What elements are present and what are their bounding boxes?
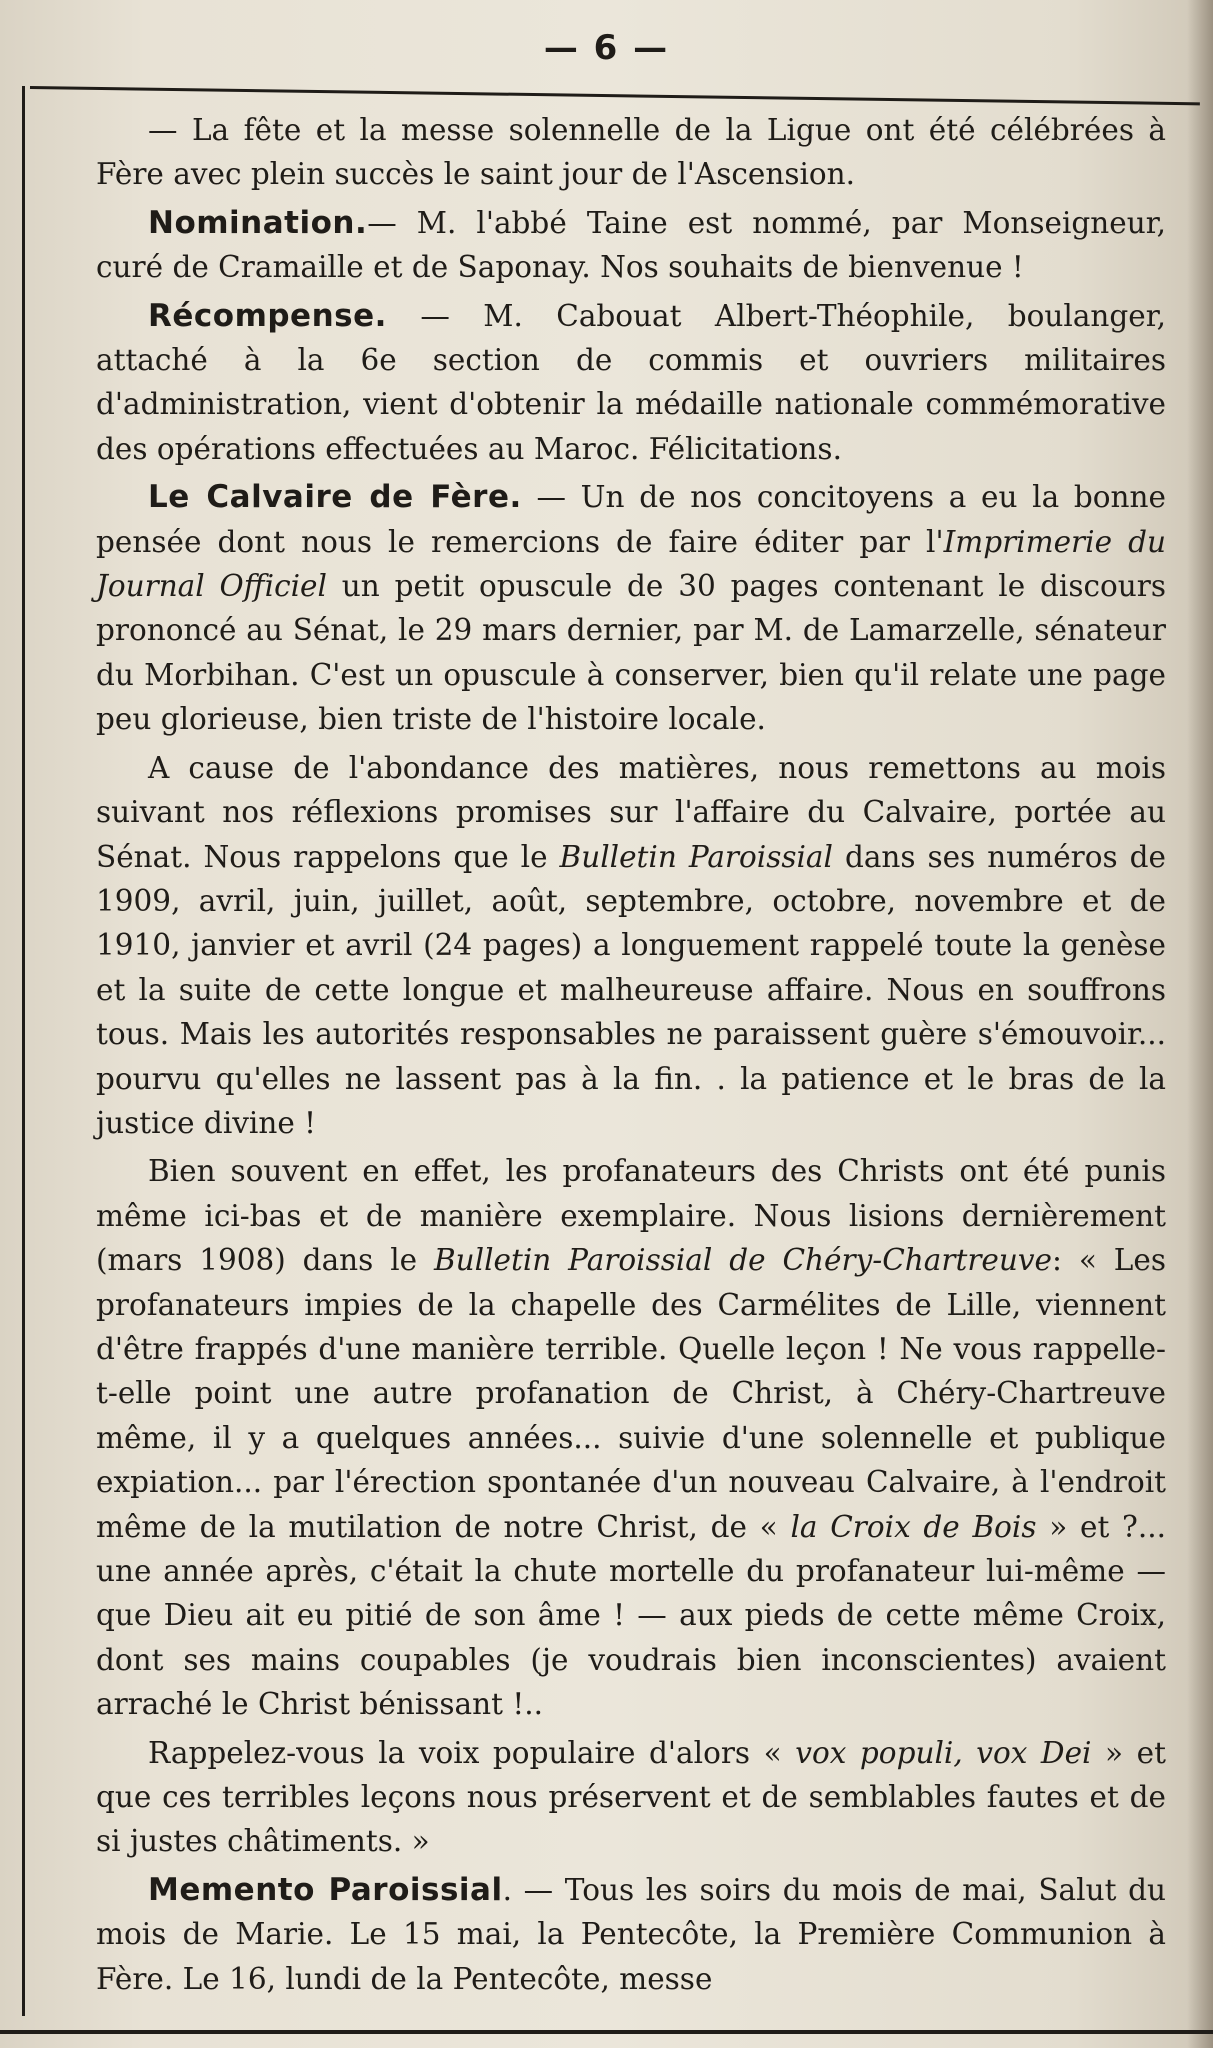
paragraph-abondance-italic-1: Bulletin Paroissial: [559, 839, 833, 874]
paragraph-profanateurs-italic-1: Bulletin Paroissial de Chéry-Chartreuve: [433, 1243, 1053, 1278]
paragraph-rappelez-text-2: » et que ces terribles leçons nous préservent et de semblables fautes et de si justes châtiments. »: [96, 1735, 1166, 1859]
paragraph-recompense-text: — M. Cabouat Albert-Théophile, boulanger, attaché à la 6e section de commis et ouvriers militaires d'administration, vient d'obtenir la médaille nationale commémorative des opérations effectuées au Maroc. Félicitations.: [96, 298, 1166, 466]
paragraph-memento-text: . — Tous les soirs du mois de mai, Salut du mois de Marie. Le 15 mai, la Pentecôte, la Première Communion à Fère. Le 16, lundi de la Pentecôte, messe: [96, 1872, 1166, 1996]
paragraph-calvaire-text-2: un petit opuscule de 30 pages contenant le discours prononcé au Sénat, le 29 mars dernier, par M. de Lamarzelle, sénateur du Morbihan. C'est un opuscule à conserver, bien qu'il relate une page peu glorieuse, bien triste de l'histoire locale.: [96, 569, 1166, 737]
paragraph-rappelez-italic-1: vox populi, vox Dei: [795, 1735, 1092, 1770]
paragraph-calvaire-italic-1: Imprimerie du Journal Officiel: [96, 524, 1167, 604]
bottom-rule: [0, 2030, 1213, 2034]
page-number: — 6 —: [543, 28, 670, 68]
paragraph-rappelez: [96, 1731, 1166, 1864]
article-body: [96, 108, 1166, 2005]
paragraph-abondance-text-2: dans ses numéros de 1909, avril, juin, juillet, août, septembre, octobre, novembre et de 1910, janvier et avril (24 pages) a longuement rappelé toute la genèse et la suite de cette longue et malheureuse affaire. Nous en souffrons tous. Mais les autorités responsables ne paraissent guère s'émouvoir... pourvu qu'elles ne lassent pas à la fin. . la patience et le bras de la justice divine !: [96, 839, 1166, 1140]
paragraph-recompense: [96, 294, 1166, 472]
paragraph-profanateurs-text-3: » et ?... une année après, c'était la chute mortelle du profanateur lui-même — que Dieu ait eu pitié de son âme ! — aux pieds de cette même Croix, dont ses mains coupables (je voudrais bien inconscientes) avaient arraché le Christ bénissant !..: [96, 1509, 1166, 1722]
paragraph-profanateurs-text-1: Bien souvent en effet, les profanateurs des Christs ont été punis même ici-bas et de manière exemplaire. Nous lisions dernièrement (mars 1908) dans le: [96, 1154, 1166, 1278]
paragraph-ligue-text: — La fête et la messe solennelle de la Ligue ont été célébrées à Fère avec plein succès le saint jour de l'Ascension.: [96, 113, 1166, 192]
heading-nomination: Nomination.: [148, 204, 368, 241]
page-spine-shadow: [1187, 0, 1213, 2048]
heading-memento: Memento Paroissial: [148, 1871, 503, 1908]
paragraph-profanateurs-italic-2: la Croix de Bois: [790, 1509, 1037, 1544]
paragraph-profanateurs-text-2: : « Les profanateurs impies de la chapelle des Carmélites de Lille, viennent d'être frappés d'une manière terrible. Quelle leçon ! Ne vous rappelle-t-elle point une autre profanation de Christ, à Chéry-Chartreuve même, il y a quelques années... suivie d'une solennelle et publique expiation... par l'érection spontanée d'un nouveau Calvaire, à l'endroit même de la mutilation de notre Christ, de «: [96, 1243, 1166, 1544]
paragraph-memento: [96, 1868, 1166, 2001]
paragraph-abondance-text-1: A cause de l'abondance des matières, nous remettons au mois suivant nos réflexions promises sur l'affaire du Calvaire, portée au Sénat. Nous rappelons que le: [96, 750, 1166, 874]
heading-recompense: Récompense.: [148, 297, 387, 334]
left-rule: [22, 86, 25, 2016]
paragraph-abondance: [96, 746, 1166, 1146]
paragraph-nomination-text: — M. l'abbé Taine est nommé, par Monseigneur, curé de Cramaille et de Saponay. Nos souhaits de bienvenue !: [96, 205, 1166, 285]
paragraph-calvaire: [96, 475, 1166, 741]
paragraph-ligue: [96, 108, 1166, 197]
paragraph-profanateurs: [96, 1149, 1166, 1726]
paragraph-calvaire-text-1: — Un de nos concitoyens a eu la bonne pensée dont nous le remercions de faire éditer par l': [96, 480, 1166, 559]
heading-calvaire: Le Calvaire de Fère.: [148, 479, 522, 516]
paragraph-rappelez-text-1: Rappelez-vous la voix populaire d'alors «: [148, 1735, 796, 1770]
paragraph-nomination: [96, 201, 1166, 290]
top-rule: [30, 86, 1200, 105]
